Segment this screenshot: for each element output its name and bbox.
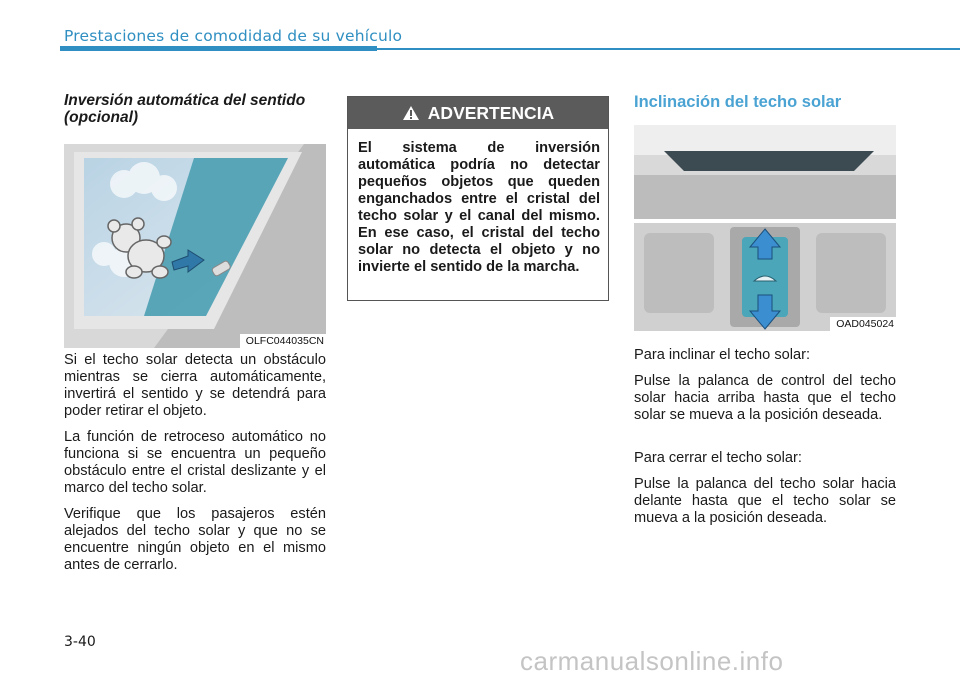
- right-column: [634, 92, 896, 536]
- paragraph: Para inclinar el techo solar:: [634, 347, 811, 363]
- image-code: OAD045024: [830, 317, 896, 331]
- auto-reverse-heading: Inversión automática del sentido (opcional): [64, 92, 306, 126]
- page-number: 3-40: [64, 634, 96, 650]
- image-code: OLFC044035CN: [240, 334, 326, 348]
- sunroof-obstacle-drawing: [64, 144, 326, 348]
- sunroof-switch-illustration: [634, 125, 896, 331]
- paragraph: Pulse la palanca del techo solar hacia delante hasta que el techo solar se mueva a la posición deseada.: [634, 476, 896, 526]
- warning-text: El sistema de inversión automática podría no detectar pequeños objetos que queden enganchados entre el cristal del techo solar y el canal del mismo. En ese caso, el cristal del techo solar no detecta el objeto y no invierte el sentido de la marcha.: [358, 140, 600, 275]
- warning-header: [348, 97, 608, 129]
- warning-title: ADVERTENCIA: [427, 102, 555, 123]
- sunroof-switch-drawing: [634, 125, 896, 331]
- tilt-heading: Inclinación del techo solar: [634, 93, 842, 111]
- header-rule-thin: [377, 48, 960, 50]
- paragraph: La función de retroceso automático no funciona si se encuentra un pequeño obstáculo entre el cristal deslizante y el marco del techo solar.: [64, 429, 326, 496]
- header-title: Prestaciones de comodidad de su vehículo: [64, 27, 403, 45]
- warning-triangle-icon: [402, 105, 420, 121]
- paragraph: Para cerrar el techo solar:: [634, 450, 802, 466]
- header-rule-thick: [60, 46, 377, 51]
- left-column: [64, 92, 326, 583]
- paragraph: Si el techo solar detecta un obstáculo mientras se cierra automáticamente, invertirá el sentido y se detendrá para poder retirar el objeto.: [64, 352, 326, 419]
- sunroof-obstacle-illustration: [64, 144, 326, 348]
- paragraph: Pulse la palanca de control del techo solar hacia arriba hasta que el techo solar se mueva a la posición deseada.: [634, 373, 896, 423]
- warning-box: [347, 96, 609, 301]
- watermark: carmanualsonline.info: [520, 646, 784, 676]
- paragraph: Verifique que los pasajeros estén alejados del techo solar y que no se encuentre ningún objeto en el mismo antes de cerrarlo.: [64, 506, 326, 573]
